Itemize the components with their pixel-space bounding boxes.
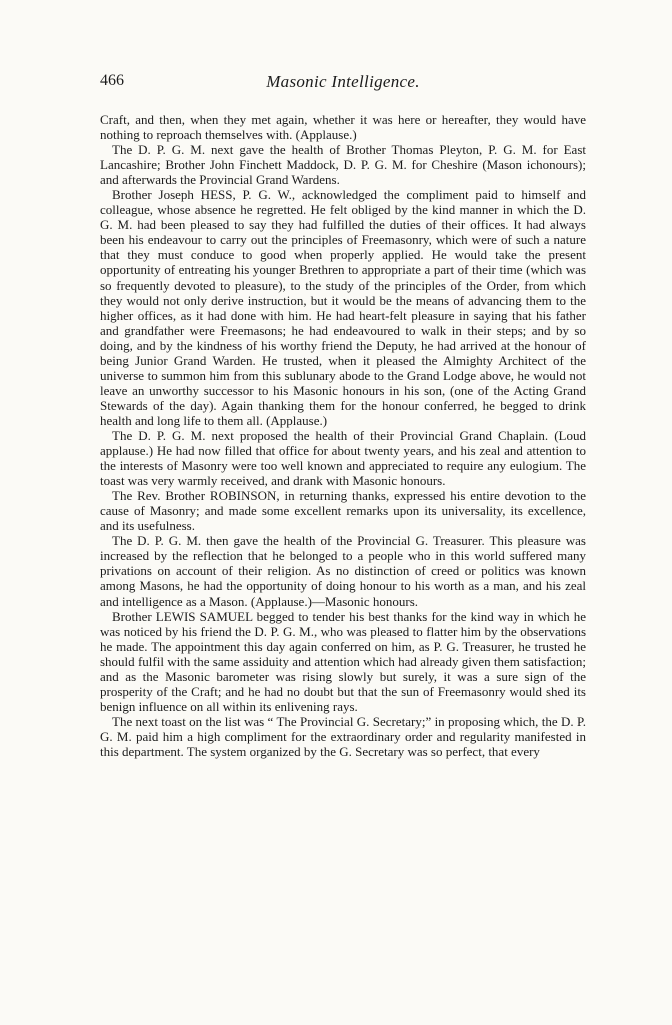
paragraph: The D. P. G. M. next proposed the health of their Provincial Grand Chaplain. (Loud applause.) He had now filled that office for about twenty years, and his zeal and attention to the interests of Masonry were too well known and appreciated to require any eulogium. The toast was very warmly received, and drank with Masonic honours. bbox=[100, 427, 586, 489]
paragraph: The D. P. G. M. then gave the health of the Provincial G. Treasurer. This pleasure was increased by the reflection that he belonged to a people who in this world suffered many privations on account of their religion. As no distinction of creed or politics was known among Masons, he had the opportunity of doing honour to his worth as a man, and his zeal and intelligence as a Mason. (Applause.)—Masonic honours. bbox=[100, 533, 586, 609]
paragraph: The Rev. Brother ROBINSON, in returning thanks, expressed his entire devotion to the cause of Masonry; and made some excellent remarks upon its universality, its excellence, and its usefulness. bbox=[100, 488, 586, 534]
page-number: 466 bbox=[100, 72, 124, 89]
paragraph: Brother LEWIS SAMUEL begged to tender his best thanks for the kind way in which he was noticed by his friend the D. P. G. M., who was pleased to flatter him by the observations he made. The appointment this day again conferred on him, as P. G. Treasurer, he trusted he should fulfil with the same assiduity and attention which had already given them satisfaction; and as the Masonic barometer was rising slowly but surely, it was a sure sign of the prosperity of the Craft; and he had no doubt but that the sun of Freemasonry would shed its benign influence on all within its enlivening rays. bbox=[100, 608, 586, 714]
paragraph: Brother Joseph HESS, P. G. W., acknowledged the compliment paid to himself and colleague, whose absence he regretted. He felt obliged by the kind manner in which the D. G. M. had been pleased to say they had fulfilled the duties of their offices. It had always been his endeavour to carry out the principles of Freemasonry, which were of such a nature that they must conduce to good when properly applied. He would take the present opportunity of entreating his younger Brethren to appropriate a part of their time (which was so frequently devoted to pleasure), to the study of the principles of the Order, from which they would not only derive instruction, but it would be the means of advancing them to the higher offices, as it had done with him. He had heart-felt pleasure in saying that his father and grandfather were Freemasons; he had endeavoured to walk in their steps; and by so doing, and by the kindness of his worthy friend the Deputy, he had arrived at the honour of being Junior Grand Warden. He trusted, when it pleased the Almighty Architect of the universe to summon him from this sublunary abode to the Grand Lodge above, he would not leave an unworthy successor to his Masonic honours in his son, (one of the Acting Grand Stewards of the day). Again thanking them for the honour conferred, he begged to drink health and long life to them all. (Applause.) bbox=[100, 187, 586, 428]
paragraph: Craft, and then, when they met again, whether it was here or hereafter, they would have nothing to reproach themselves with. (Applause.) bbox=[100, 112, 586, 143]
body-text bbox=[100, 112, 586, 759]
paragraph: The D. P. G. M. next gave the health of Brother Thomas Pleyton, P. G. M. for East Lancashire; Brother John Finchett Maddock, D. P. G. M. for Cheshire (Mason ichonours); and afterwards the Provincial Grand Wardens. bbox=[100, 142, 586, 188]
paragraph: The next toast on the list was “ The Provincial G. Secretary;” in proposing which, the D. P. G. M. paid him a high compliment for the extraordinary order and regularity manifested in this department. The system organized by the G. Secretary was so perfect, that every bbox=[100, 713, 586, 759]
running-head bbox=[100, 72, 586, 98]
running-title: Masonic Intelligence. bbox=[266, 72, 420, 91]
book-page bbox=[100, 72, 586, 759]
